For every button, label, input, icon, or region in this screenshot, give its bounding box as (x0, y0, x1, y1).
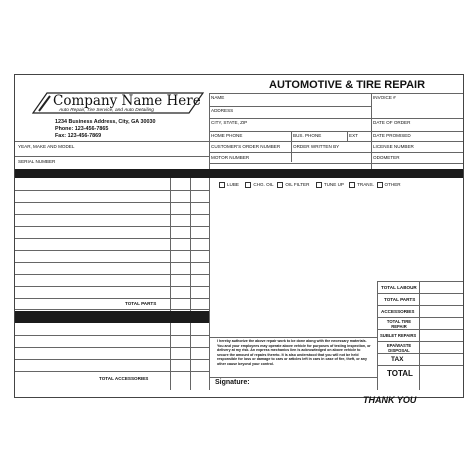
total-labour-label: TOTAL LABOUR (381, 285, 417, 290)
other-check[interactable]: OTHER (377, 182, 401, 187)
invoice-label: INVOICE # (373, 95, 396, 100)
sublet-label: SUBLET REPAIRS (380, 333, 417, 338)
company-tagline: Auto Repair, Tire Service, and Auto Detailing (59, 108, 154, 113)
left-total-parts-label: TOTAL PARTS (125, 301, 157, 306)
left-total-accessories-label: TOTAL ACCESSORIES (99, 376, 149, 381)
date-promised-label: DATE PROMISED (373, 133, 411, 138)
invoice-form (14, 74, 464, 405)
thank-you-text: THANK YOU (363, 395, 417, 405)
company-phone: Phone: 123-456-7865 (55, 126, 109, 132)
oil-filter-check[interactable]: OIL FILTER (277, 182, 309, 187)
lube-check[interactable]: LUBE (219, 182, 239, 187)
bus-phone-label: BUS. PHONE (293, 133, 322, 138)
home-phone-label: HOME PHONE (211, 133, 243, 138)
year-make-model-label: YEAR, MAKE AND MODEL (18, 144, 75, 149)
serial-label: SERIAL NUMBER (18, 159, 56, 164)
address-label: ADDRESS (211, 108, 234, 113)
name-label: NAME (211, 95, 225, 100)
order-number-label: CUSTOMER'S ORDER NUMBER (211, 144, 281, 149)
form-title: AUTOMOTIVE & TIRE REPAIR (269, 79, 426, 91)
tune-up-check[interactable]: TUNE UP (316, 182, 344, 187)
service-checkboxes (219, 182, 401, 188)
company-address: 1234 Business Address, City, GA 30030 (55, 119, 156, 125)
city-label: CITY, STATE, ZIP (211, 120, 248, 125)
signature-label: Signature: (215, 379, 250, 386)
table-header-bar (15, 169, 463, 178)
accessories-label: ACCESSORIES (381, 309, 415, 314)
odometer-label: ODOMETER (373, 155, 400, 160)
total-parts-label: TOTAL PARTS (384, 297, 416, 302)
total-label: TOTAL (387, 369, 413, 378)
company-fax: Fax: 123-456-7869 (55, 133, 102, 139)
epa-label: EPA/WASTE DISPOSAL (386, 343, 412, 353)
company-name: Company Name Here (53, 93, 201, 109)
accessories-header-bar (15, 311, 209, 323)
written-by-label: ORDER WRITTEN BY (293, 144, 340, 149)
company-logo (29, 91, 205, 117)
license-label: LICENSE NUMBER (373, 144, 414, 149)
tire-repair-label: TOTAL TIRE REPAIR (386, 319, 412, 329)
date-order-label: DATE OF ORDER (373, 120, 411, 125)
trans-check[interactable]: TRANS. (349, 182, 374, 187)
ext-label: EXT (349, 133, 358, 138)
tax-label: TAX (391, 356, 404, 363)
motor-number-label: MOTOR NUMBER (211, 155, 250, 160)
authorization-text: I hereby authorize the above repair work to be done along with the necessary materials. You and your employees may operate above vehicle for purposes of testing inspection, or delivery at my risk. An express mechanics lien is acknowledged on above vehicle to secure the amount of repairs thereto. It is also understood that you will not be held responsible for loss or damage to cars or articles left in cars in case of fire, theft, or any other cause beyond your control. (217, 339, 371, 366)
chg-oil-check[interactable]: CHG. OIL (245, 182, 273, 187)
